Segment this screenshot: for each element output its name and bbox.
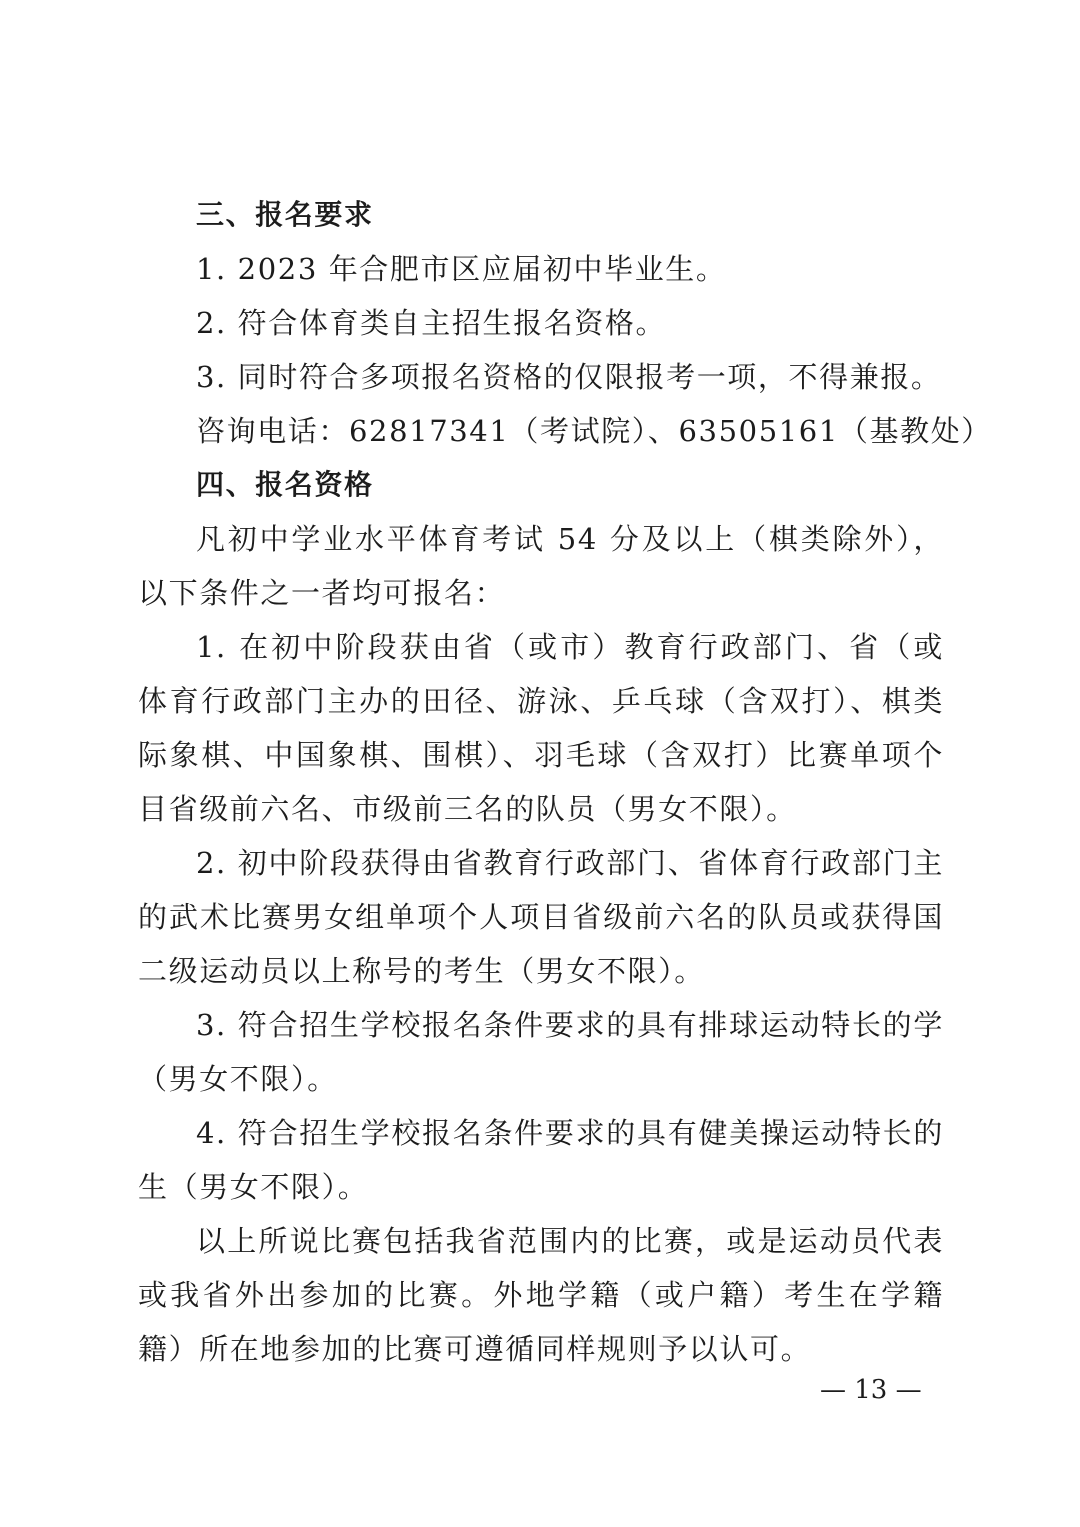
eligibility-item-3-line: （男女不限）。: [138, 1062, 338, 1096]
eligibility-item-4-line: 4. 符合招生学校报名条件要求的具有健美操运动特长的: [196, 1116, 944, 1150]
requirement-item-1: 1. 2023 年合肥市区应届初中毕业生。: [196, 252, 727, 286]
eligibility-item-1-line: 目省级前六名、市级前三名的队员（男女不限）。: [138, 792, 797, 826]
competition-note-line: 籍）所在地参加的比赛可遵循同样规则予以认可。: [138, 1332, 812, 1366]
eligibility-item-1-line: 际象棋、中国象棋、围棋）、羽毛球（含双打）比赛单项个: [138, 738, 944, 772]
eligibility-item-3-line: 3. 符合招生学校报名条件要求的具有排球运动特长的学: [196, 1008, 944, 1042]
eligibility-item-2-line: 的武术比赛男女组单项个人项目省级前六名的队员或获得国: [138, 900, 944, 934]
contact-phone: 咨询电话：62817341（考试院）、63505161（基教处）: [196, 414, 992, 448]
page-number: — 13 —: [820, 1375, 922, 1405]
requirement-item-3: 3. 同时符合多项报名资格的仅限报考一项，不得兼报。: [196, 360, 942, 394]
section-heading-registration-eligibility: 四、报名资格: [196, 468, 374, 501]
eligibility-intro-line: 以下条件之一者均可报名：: [138, 576, 506, 610]
page-content: [138, 188, 992, 1376]
eligibility-item-2-line: 二级运动员以上称号的考生（男女不限）。: [138, 954, 705, 988]
eligibility-item-4-line: 生（男女不限）。: [138, 1170, 369, 1204]
section-heading-registration-requirements: 三、报名要求: [196, 198, 374, 231]
eligibility-item-1-line: 体育行政部门主办的田径、游泳、乒乓球（含双打）、棋类: [138, 684, 944, 718]
competition-note-line: 以上所说比赛包括我省范围内的比赛，或是运动员代表: [196, 1224, 944, 1258]
requirement-item-2: 2. 符合体育类自主招生报名资格。: [196, 306, 667, 340]
eligibility-item-1-line: 1. 在初中阶段获由省（或市）教育行政部门、省（或: [196, 630, 944, 664]
eligibility-intro-line: 凡初中学业水平体育考试 54 分及以上（棋类除外），: [196, 522, 944, 556]
competition-note-line: 或我省外出参加的比赛。外地学籍（或户籍）考生在学籍: [138, 1278, 944, 1312]
eligibility-item-2-line: 2. 初中阶段获得由省教育行政部门、省体育行政部门主: [196, 846, 944, 880]
